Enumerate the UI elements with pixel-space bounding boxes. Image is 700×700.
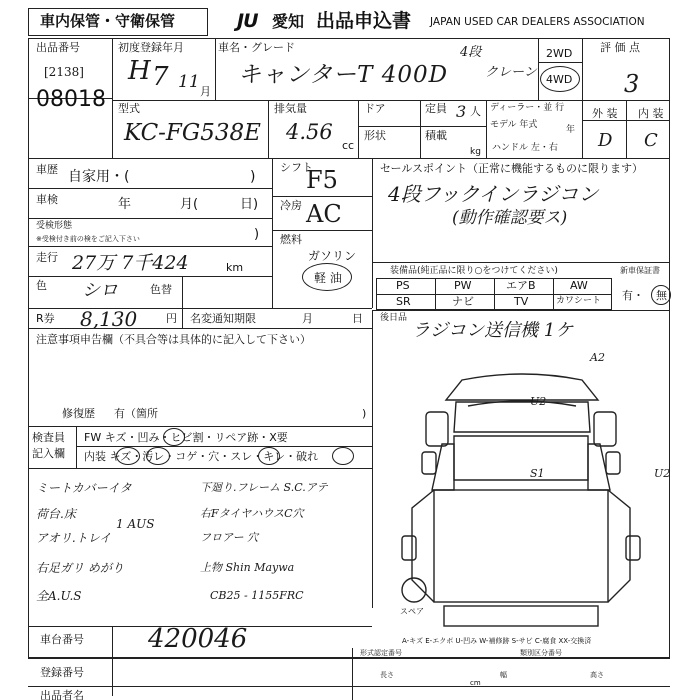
model-code: KC-FG538E — [124, 120, 261, 146]
seal-sub: ※受検付き前の検をご記入下さい — [36, 235, 140, 243]
int-scratch-circle — [116, 447, 140, 465]
newcar-no-circle — [651, 285, 671, 305]
lot-number: 08018 — [36, 87, 106, 112]
fuel-diesel-circle — [302, 263, 352, 291]
color-value: シロ — [82, 280, 118, 301]
car-damage-diagram — [372, 340, 670, 640]
equip-kawaseat: カワシート — [556, 296, 602, 306]
class-no-label: 類別区分番号 — [520, 649, 562, 657]
seal-label: 受検形態 — [36, 221, 73, 231]
ac-value: AC — [306, 200, 342, 228]
shift-value: F5 — [306, 166, 338, 194]
fuel-gas: ガソリン — [308, 249, 357, 263]
reg-number-label: 登録番号 — [40, 666, 84, 679]
note-line-5: 全A.U.S — [36, 589, 82, 603]
seal-close: ) — [254, 227, 260, 242]
reg-year: 7 — [152, 62, 169, 92]
chassis-label: 車台番号 — [40, 633, 84, 646]
damage-legend: A-キズ E-エクボ U-凹み W-補修跡 S-サビ C-腐食 XX-交換済 — [402, 637, 592, 645]
spare-label: スペア — [400, 607, 424, 616]
fuel-diesel: 軽 油 — [314, 271, 342, 285]
inspection-day: 日) — [240, 197, 259, 212]
color-label: 色 — [36, 279, 47, 292]
equip-pw: PW — [454, 279, 472, 292]
form-title: 出品申込書 — [316, 10, 412, 32]
notice-label: 名変通知期限 — [190, 312, 256, 325]
fw-row: FW キズ・凹み・ヒビ割・リペア跡・X要 — [84, 431, 288, 444]
newcar-no: 無 — [656, 289, 667, 302]
notice-day: 日 — [352, 312, 363, 325]
entry-label: 記入欄 — [32, 447, 65, 460]
notes-header: 注意事項申告欄（不具合等は具体的に記入して下さい） — [36, 333, 311, 346]
note-line-1: ミートカバーイタ — [36, 481, 132, 495]
drive-4wd: 4WD — [546, 73, 573, 86]
model-year-label: モデル 年式 — [490, 120, 538, 130]
int-wear-circle — [258, 447, 280, 465]
color-change-label: 色替 — [150, 283, 172, 296]
note-right-1: 下廻り.フレーム S.C.アテ — [200, 481, 328, 494]
note-right-2: 右FタイヤハウスC穴 — [200, 507, 304, 520]
fuel-label: 燃料 — [280, 233, 302, 246]
equip-tv: TV — [514, 295, 529, 308]
note-right-4: 上物 Shin Maywa — [200, 561, 295, 574]
name-grade-label: 車名・グレード — [218, 41, 295, 54]
newcar-yes: 有・ — [622, 289, 644, 302]
capacity-label: 定員 — [425, 102, 447, 115]
handle-label: ハンドル 左・右 — [492, 143, 558, 153]
drive-4wd-circle — [540, 66, 580, 92]
inspector-label: 検査員 — [32, 431, 65, 444]
inspection-label: 車検 — [36, 193, 58, 206]
association-name: JAPAN USED CAR DEALERS ASSOCIATION — [430, 16, 645, 28]
aftermarket-value: ラジコン送信機 1ケ — [412, 320, 574, 341]
crane-note-1: 4段 — [460, 45, 482, 60]
aftermarket-label: 後日品 — [380, 313, 408, 323]
reg-month: 11 — [178, 72, 200, 92]
org-name: 愛知 — [272, 12, 305, 31]
car-name: キャンターT 400D — [238, 62, 449, 88]
inspection-year: 年 — [118, 197, 132, 212]
note-right-5: CB25 - 1155FRC — [210, 589, 304, 602]
equip-ps: PS — [396, 279, 410, 292]
capacity-value: 3 — [456, 102, 467, 121]
note-line-3: アオリ.トレイ — [36, 531, 112, 545]
ju-logo: JU — [237, 10, 258, 32]
note-right-3: フロアー 穴 — [200, 531, 259, 544]
note-line-2: 荷台.床 — [36, 507, 76, 521]
exterior-grade: D — [598, 130, 613, 151]
history-value: 自家用・( — [68, 169, 130, 185]
sales-line-1: 4段フックインラジコン — [388, 182, 599, 206]
height-label: 高さ — [590, 671, 604, 679]
exterior-label: 外 装 — [592, 107, 618, 120]
repair-value: 有（箇所 — [114, 407, 158, 420]
equip-navi: ナビ — [452, 295, 474, 308]
year-label: 年 — [566, 125, 576, 135]
month-unit: 月 — [200, 85, 211, 98]
reg-era: H — [128, 56, 151, 86]
mark-u2-cab: U2 — [530, 395, 547, 408]
crane-note-2: クレーン — [485, 65, 537, 80]
recycle-label: R券 — [36, 312, 55, 325]
model-label: 型式 — [118, 102, 140, 115]
equip-airbag: エアB — [506, 279, 536, 292]
kg-unit: kg — [470, 147, 481, 157]
int-dirt-circle — [146, 447, 170, 465]
displacement-label: 排気量 — [274, 102, 307, 115]
interior-grade: C — [644, 130, 658, 151]
int-tear-circle — [332, 447, 354, 465]
notice-month: 月 — [302, 312, 313, 325]
width-label: 幅 — [500, 671, 507, 679]
sales-line-2: (動作確認要ス) — [452, 208, 568, 228]
mileage-unit: km — [226, 261, 244, 274]
inspection-month: 月( — [180, 197, 199, 212]
recycle-value: 8,130 — [80, 307, 138, 331]
fw-dent-circle — [163, 428, 185, 446]
interior-row: 内装 キズ・汚レ・コゲ・穴・スレ・キレ・破れ — [84, 450, 319, 463]
length-label: 長さ — [380, 671, 394, 679]
dealer-label: ディーラー・並 行 — [490, 103, 565, 113]
chassis-number: 420046 — [148, 624, 248, 654]
mark-a2-top: A2 — [590, 351, 605, 364]
applicant-label: 出品者名 — [40, 689, 84, 700]
repair-label: 修復歴 — [62, 407, 95, 420]
lot-number-sub: [2138] — [44, 65, 84, 79]
equip-sr: SR — [396, 295, 411, 308]
equip-label: 装備品(純正品に限り○をつけてください) — [390, 266, 558, 276]
first-reg-label: 初度登録年月 — [118, 41, 184, 54]
recycle-unit: 円 — [166, 312, 177, 325]
ac-label: 冷房 — [280, 199, 302, 212]
door-label: ドア — [364, 102, 386, 115]
loading-label: 積載 — [425, 129, 447, 142]
score-label: 評 価 点 — [600, 41, 640, 54]
history-label: 車歴 — [36, 163, 58, 176]
storage-label: 車内保管・守衛保管 — [40, 12, 176, 30]
shape-cert-label: 形式認定番号 — [360, 649, 402, 657]
score-value: 3 — [624, 70, 640, 98]
note-ausnote: 1 AUS — [116, 517, 155, 531]
interior-label: 内 装 — [638, 107, 664, 120]
sales-label: セールスポイント（正常に機能するものに限ります） — [380, 162, 644, 175]
shape-label: 形状 — [364, 129, 386, 142]
drive-2wd: 2WD — [546, 47, 573, 60]
note-line-4: 右足ガリ めがり — [36, 561, 124, 575]
capacity-unit: 人 — [470, 105, 481, 118]
equip-aw: AW — [570, 279, 588, 292]
mileage-value: 27万 7千424 — [72, 252, 189, 274]
displacement-value: 4.56 — [286, 120, 333, 144]
newcar-label: 新車保証書 — [620, 266, 660, 275]
history-close: ) — [250, 169, 256, 185]
mark-u2-right: U2 — [654, 467, 671, 480]
cm-unit: cm — [470, 679, 481, 687]
shift-label: シフト — [280, 161, 313, 174]
mileage-label: 走行 — [36, 251, 58, 264]
cc-unit: cc — [342, 139, 355, 152]
mark-s1-bed: S1 — [530, 467, 545, 480]
repair-close: ) — [362, 407, 367, 420]
lot-number-label: 出品番号 — [36, 41, 80, 54]
